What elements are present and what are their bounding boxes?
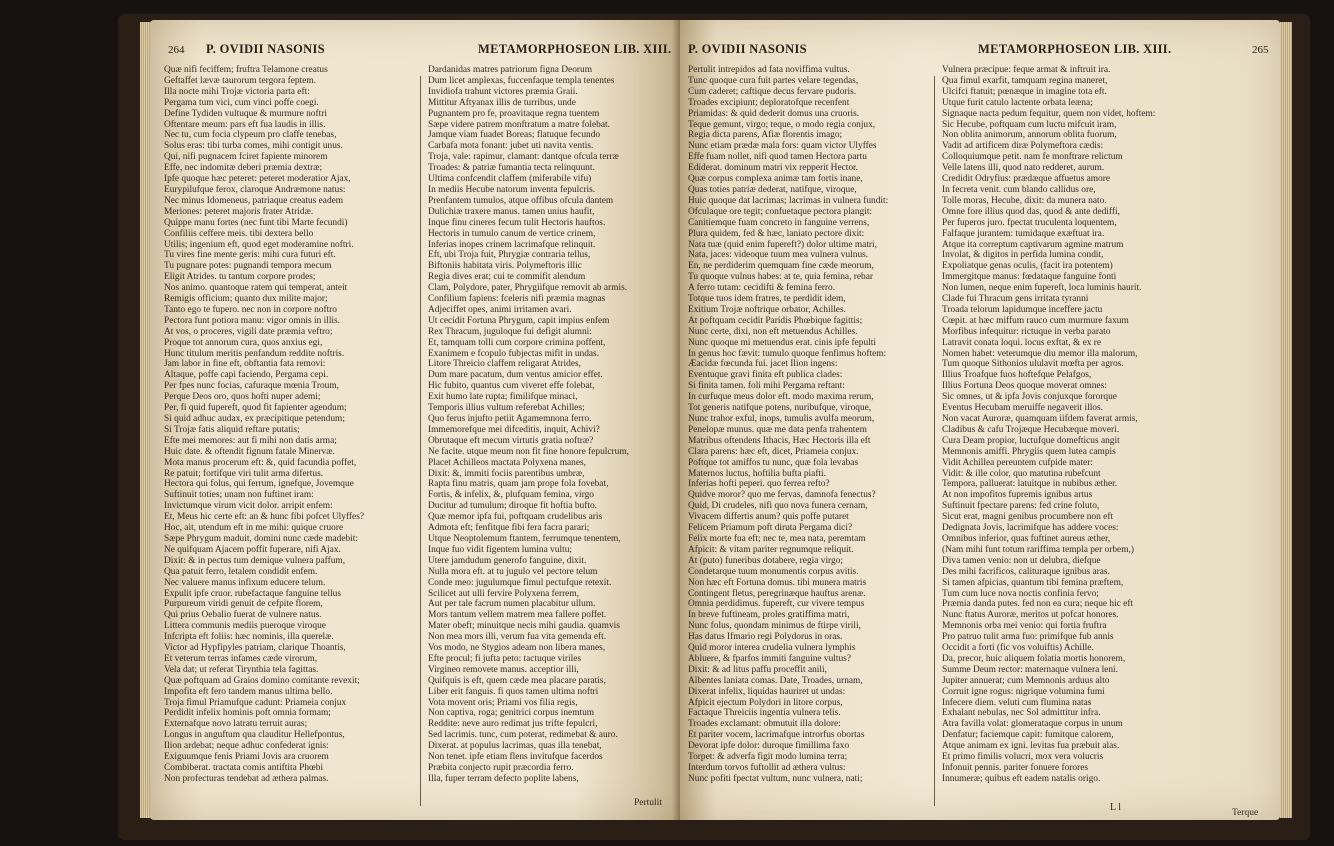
verse-line: Nec minus Idomeneus, patriaque creatus eadem bbox=[164, 195, 344, 206]
verse-line: Pugnantem pro fe, proavitaque regna tuentem bbox=[428, 108, 600, 119]
verse-line: Jam labor in fine eft, obftantia fata removi: bbox=[164, 359, 326, 370]
verse-line: Impofita eft fero tandem manus ultima bello. bbox=[164, 686, 333, 697]
verse-line: Si quid adhuc audax, ex præcipitique petendum; bbox=[164, 414, 345, 424]
verse-line: Remigis officium; quanto dux milite major; bbox=[164, 294, 328, 305]
verse-line: Per fpes nunc focias, cafuraque mœnia Troum, bbox=[164, 381, 339, 392]
verse-line: Canitiemque fuam concreto in fanguine verrens, bbox=[688, 217, 870, 228]
verse-line: Dulichiæ traxere manus. tamen unius haufit, bbox=[428, 206, 595, 217]
verse-line: Illa nocte mihi Trojæ victoria parta eft: bbox=[164, 86, 310, 97]
verse-line: Exhalant nebulas, nec Sol admittitur infra. bbox=[942, 708, 1101, 719]
verse-line: Reddite: neve auro redimat jus trifte fepulcri, bbox=[428, 719, 598, 730]
verse-line: Et veterum terras infames cæde virorum, bbox=[164, 653, 318, 664]
verse-column-1 bbox=[164, 65, 364, 785]
verse-line: Teque gemunt, virgo; teque, o modo regia conjux, bbox=[688, 119, 876, 130]
verse-line: Utilis; ingenium eft, quod eget moderamine noftri. bbox=[164, 239, 354, 250]
verse-line: Nunc pofiti fpectat vultum, nunc vulnera, nati; bbox=[688, 773, 863, 784]
catchword: Terque bbox=[1232, 808, 1259, 818]
verse-line: Si tamen afpicias, quantum tibi femina præftem, bbox=[942, 577, 1124, 588]
verse-line: Vadit ad artificem diræ Polymeftora cædis: bbox=[942, 141, 1104, 152]
verse-line: Proque tot annorum cura, quos anxius egi, bbox=[164, 337, 323, 348]
verse-line: Matribus oftendens Ithacis, Hæc Hectoris illa eft bbox=[688, 435, 871, 446]
verse-line: At (puto) funeribus dotabere, regia virgo; bbox=[688, 555, 843, 566]
page-number: 265 bbox=[1252, 44, 1269, 56]
verse-line: Vidit Achillea pereuntem cufpide mater: bbox=[942, 457, 1093, 468]
running-head-left: P. OVIDII NASONIS bbox=[688, 42, 807, 56]
verse-line: Troja, vale: rapimur, clamant: dantque ofcula terræ bbox=[428, 152, 619, 163]
verse-line: Cura Deam propior, luctufque domefticus angit bbox=[942, 435, 1120, 446]
verse-line: Denfatur; faciemque capit: fumitque calorem, bbox=[942, 730, 1114, 741]
verse-line: Quæ memor ipfa fui, poftquam crudelibus aris bbox=[428, 512, 603, 523]
verse-line: In breve fuftineam, proles gratiffima matri, bbox=[688, 610, 850, 621]
verse-line: Morfibus infequitur: rictuque in verba parato bbox=[942, 326, 1111, 337]
verse-line: Dixerat infelix, liquidas hauriret ut undas: bbox=[688, 686, 846, 697]
verse-line: Latravit conata loqui. locus exftat, & ex re bbox=[942, 337, 1102, 348]
verse-line: Ultima confcendit claffem (miferabile vifu) bbox=[428, 174, 592, 185]
verse-line: Inque fuo vidit figentem lumina vultu; bbox=[428, 544, 572, 555]
verse-line: Præmia danda putes. fed non ea cura; neque hic eft bbox=[942, 599, 1134, 610]
verse-line: Nec tu, cum focia clypeum pro claffe tenebas, bbox=[164, 130, 337, 141]
verse-line: Effe fuam nollet, nifi quod tamen Hectora partu bbox=[688, 152, 867, 163]
verse-line: Quæ nifi feciffem; fruftra Telamone creatus bbox=[164, 65, 328, 75]
verse-line: Quippe manu fortes (nec funt tibi Marte fecundi) bbox=[164, 217, 348, 228]
verse-line: In fecreta venit. cum blando callidus ore, bbox=[942, 184, 1096, 195]
verse-line: Si finita tamen. foli mihi Pergama reftant: bbox=[688, 381, 845, 392]
verse-line: Infecere diem. veluti cum flumina natas bbox=[942, 697, 1092, 708]
verse-line: Vos modo, ne Stygios adeam non libera manes, bbox=[428, 643, 606, 654]
verse-line: Summe Deum rector: maternaque vulnera leni. bbox=[942, 664, 1118, 675]
verse-line: Hoc, ait, utendum eft in me mihi: quique cruore bbox=[164, 523, 344, 534]
verse-line: Velle latens illi, quod nato redderet, aurum. bbox=[942, 163, 1105, 174]
right-page bbox=[680, 20, 1280, 820]
verse-line: Devorat ipfe dolor: duroque fimillima faxo bbox=[688, 741, 850, 752]
verse-line: Nomen habet: veterumque diu memor illa malorum, bbox=[942, 348, 1138, 359]
verse-line: (Nam mihi funt totum rariffima templa per orbem,) bbox=[942, 544, 1134, 555]
verse-line: Qua fimul exarfit, tamquam regina maneret, bbox=[942, 75, 1108, 86]
verse-line: Mittitur Aftyanax illis de turribus, unde bbox=[428, 97, 576, 108]
verse-line: Illa, fuper terram defecto poplite labens, bbox=[428, 773, 579, 784]
verse-line: Dixerat. at populus lacrimas, quas illa tenebat, bbox=[428, 741, 602, 752]
verse-line: Exanimem e fcopulo fubjectas mifit in undas. bbox=[428, 348, 600, 359]
verse-line: Qui prius Oebalio fuerat de vulnere natus. bbox=[164, 610, 322, 621]
verse-line: Fortis, & infelix, &, plufquam femina, virgo bbox=[428, 490, 594, 501]
verse-line: Cum caderet; caftique decus fervare pudoris. bbox=[688, 86, 857, 97]
verse-line: Dum licet amplexas, fuccenfaque templa tenentes bbox=[428, 75, 615, 86]
verse-line: Combiberat. tractata comis antiftita Phœbi bbox=[164, 763, 324, 773]
verse-line: Ofculaque ore tegit; confuetaque pectora plangit: bbox=[688, 206, 873, 217]
verse-line: Tanto ego te fupero. nec non in corpore noftro bbox=[164, 304, 337, 315]
verse-line: Scilicet aut ulli fervire Polyxena ferrem, bbox=[428, 588, 579, 599]
verse-line: Solus eras: tibi turba comes, mihi contigit unus. bbox=[164, 141, 343, 152]
verse-line: Dum mare pacatum, dum ventus amicior effet. bbox=[428, 370, 603, 381]
verse-line: Et pariter vocem, lacrimafque introrfus obortas bbox=[688, 730, 865, 741]
verse-line: Penelopæ munus. quæ me data penfa trahentem bbox=[688, 424, 867, 435]
verse-line: Conde meo: jugulumque fimul pectufque retexit. bbox=[428, 577, 612, 588]
verse-line: Dardanidas matres patriorum figna Deorum bbox=[428, 65, 593, 75]
verse-line: En, ne perdiderim quemquam fine cæde meorum, bbox=[688, 261, 874, 272]
verse-line: Cladibus & cafu Trojæque Hecubæque moveri. bbox=[942, 424, 1120, 435]
verse-line: Externafque novo latratu terruit auras; bbox=[164, 719, 308, 730]
verse-line: Utque furit catulo lactente orbata leæna; bbox=[942, 97, 1093, 108]
verse-line: Credidit Odryfius: prædæque affuetus amore bbox=[942, 174, 1111, 185]
verse-line: Quæ poftquam ad Graios domino comitante revexit; bbox=[164, 675, 360, 686]
verse-line: Inferias inopes crinem lacrimafque relinquit. bbox=[428, 239, 596, 250]
verse-line: Hic fubito, quantus cum viveret effe folebat, bbox=[428, 381, 595, 392]
verse-line: Des mihi facrificos, calituraque ignibus aras. bbox=[942, 566, 1110, 577]
verse-line: Expulit ipfe cruor. rubefactaque fanguine tellus bbox=[164, 588, 342, 599]
verse-line: Æacidæ fœcunda fui. jacet Ilion ingens: bbox=[688, 359, 838, 370]
verse-line: Qua patuit ferro, letalem condidit enfem. bbox=[164, 566, 318, 577]
verse-line: Dixit: &, immiti fociis parentibus umbræ, bbox=[428, 468, 585, 479]
running-head-left: P. OVIDII NASONIS bbox=[206, 42, 325, 56]
verse-line: Admota eft; fenfitque fibi fera facra parari; bbox=[428, 523, 590, 534]
verse-line: Pergama tum vici, cum vinci poffe coegi. bbox=[164, 97, 319, 108]
verse-line: Atque ita correptum captivarum agmine matrum bbox=[942, 239, 1124, 250]
verse-line: Nunc etiam prædæ mala fors: quam victor Ulyffes bbox=[688, 141, 877, 152]
verse-line: Infonuit pennis. pariter fonuere forores bbox=[942, 763, 1089, 773]
verse-column-1 bbox=[688, 65, 888, 785]
verse-line: Ducitur ad tumulum; diroque fit hoftia bufto. bbox=[428, 501, 597, 512]
verse-line: Contingent fletus, peregrinæque hauftus arenæ. bbox=[688, 588, 866, 599]
verse-line: Regia dicta parens, Afiæ florentis imago; bbox=[688, 130, 843, 141]
verse-line: Nos animo. quantoque ratem qui temperat, anteit bbox=[164, 283, 348, 294]
verse-line: Immergitque manus: fœdataque fanguine fonti bbox=[942, 272, 1117, 283]
verse-line: Dixit: & ad litus paffu proceffit anili, bbox=[688, 664, 827, 675]
verse-line: Omnibus inferior, quas fuftinet aureus æther, bbox=[942, 533, 1111, 544]
verse-line: Obrutaque eft mecum virtutis gratia noftræ? bbox=[428, 435, 594, 446]
verse-line: Ediderat. dominum matri vix repperit Hector. bbox=[688, 163, 859, 174]
verse-line: Et, tamquam tolli cum corpore crimina poffent, bbox=[428, 337, 606, 348]
verse-line: Occidit a forti (fic vos voluiftis) Achille. bbox=[942, 643, 1094, 654]
verse-line: Quo ferus injufto petiit Agamemnona ferro. bbox=[428, 414, 592, 424]
verse-line: Clara parens: hæc eft, dicet, Priameia conjux. bbox=[688, 446, 859, 457]
verse-line: Quid moror interea crudelia vulnera lymphis bbox=[688, 643, 856, 654]
verse-line: In mediis Hecube natorum inventa fepulcris. bbox=[428, 184, 596, 195]
verse-line: Priamidas: & quid dederit domus una cruoris. bbox=[688, 108, 860, 119]
signature-mark: L l bbox=[1110, 802, 1122, 813]
verse-line: Non tenet. ipfe etiam flens invitufque facerdos bbox=[428, 752, 603, 763]
verse-line: Atra favilla volat: glomerataque corpus in unum bbox=[942, 719, 1123, 730]
verse-line: Non hæc eft Fortuna domus. tibi munera matris bbox=[688, 577, 867, 588]
verse-line: Define Tydiden vultuque & murmure noftri bbox=[164, 108, 327, 119]
verse-line: Eventus Hecubam meruiffe negaverit illos. bbox=[942, 403, 1103, 414]
verse-line: Torpet: & adverfa figit modo lumina terra; bbox=[688, 752, 848, 763]
verse-line: Infcripta eft foliis: hæc nominis, illa querelæ. bbox=[164, 632, 334, 643]
verse-line: Afpicit: & vitam pariter regnumque reliquit. bbox=[688, 544, 854, 555]
verse-line: Si Trojæ fatis aliquid reftare putatis; bbox=[164, 424, 300, 435]
verse-line: Tu pugnare potes: pugnandi tempora mecum bbox=[164, 261, 332, 272]
verse-line: Innumeræ; quibus eft eadem natalis origo. bbox=[942, 773, 1101, 784]
verse-line: Sicut erat, magni genibus procumbere non eft bbox=[942, 512, 1114, 523]
verse-line: Non captiva, roga; genitrici corpus inemtum bbox=[428, 708, 595, 719]
verse-line: Memnonis orba mei venio: qui fortia fruftra bbox=[942, 621, 1107, 632]
verse-line: Pro patruo tulit arma fuo: primifque fub annis bbox=[942, 632, 1114, 643]
verse-line: Oftentare meum: pars eft fua laudis in illis. bbox=[164, 119, 326, 130]
verse-line: Non profecturas tendebat ad æthera palmas. bbox=[164, 773, 329, 784]
verse-line: Memnonis amiffi. Phrygiis quem lutea campis bbox=[942, 446, 1116, 457]
verse-line: Victor ad Hypfipyles patriam, clarique Thoantis, bbox=[164, 643, 346, 654]
verse-line: In genus hoc fævit: tumulo quoque fenfimus hoftem: bbox=[688, 348, 887, 359]
verse-line: Corruit igne rogus: nigrique volumina fumi bbox=[942, 686, 1105, 697]
verse-line: Ilion ardebat; neque adhuc confederat ignis: bbox=[164, 741, 329, 752]
verse-line: Tolle moras, Hecube, dixit: da munera nato. bbox=[942, 195, 1107, 206]
verse-line: Vota movent oris; Priami vos filia regis, bbox=[428, 697, 578, 708]
verse-line: Sæpe videre patrem monftratum a matre folebat. bbox=[428, 119, 610, 130]
verse-line: Hectora qui folus, qui ferrum, ignefque, Jovemque bbox=[164, 479, 354, 490]
verse-line: Involat, & digitos in perfida lumina condit, bbox=[942, 250, 1104, 261]
verse-line: Per fuperos juro. fpectat truculenta loquentem, bbox=[942, 217, 1117, 228]
verse-line: Nunc certe, dixi, non eft metuendus Achilles. bbox=[688, 326, 858, 337]
verse-line: Prenfantem tumulos, atque offibus ofcula dantem bbox=[428, 195, 614, 206]
verse-line: Non mea mors illi, verum fua vita gemenda eft. bbox=[428, 632, 607, 643]
verse-line: Longus in anguftum qua clauditur Hellefpontus, bbox=[164, 730, 345, 741]
verse-line: Expoliatque genas oculis, (facit ira potentem) bbox=[942, 261, 1113, 272]
verse-line: Carbafa mota fonant: jubet uti navita ventis. bbox=[428, 141, 594, 152]
verse-line: Nunc trahor exful, inops, tumulis avulfa meorum, bbox=[688, 414, 875, 424]
verse-line: Falfaque jurantem: tumidaque exæftuat ira. bbox=[942, 228, 1105, 239]
verse-line: Ipfe quoque hæc peteret: peteret moderatior Ajax, bbox=[164, 174, 351, 185]
verse-line: Mater obeft; minuitque necis mihi gaudia. quamvis bbox=[428, 621, 620, 632]
verse-line: Mors tantum vellem matrem mea fallere poffet. bbox=[428, 610, 607, 621]
catchword: Pertulit bbox=[634, 798, 662, 808]
verse-line: Virgineo removete manus. acceptior illi, bbox=[428, 664, 579, 675]
verse-line: Eurypilufque ferox, claroque Andræmone natus: bbox=[164, 184, 346, 195]
verse-line: Adjeciffet opes, animi irritamen avari. bbox=[428, 304, 572, 315]
verse-line: Interdum torvos fuftollit ad æthera vultus: bbox=[688, 763, 846, 773]
verse-line: Quid, Di crudeles, nifi quo nova funera cernam, bbox=[688, 501, 868, 512]
verse-line: Nata, jaces: videoque tuum mea vulnera vulnus. bbox=[688, 250, 869, 261]
verse-line: Invidiofa trahunt victores præmia Graii. bbox=[428, 86, 578, 97]
verse-line: Effe, nec indomitæ deberi præmia dextræ; bbox=[164, 163, 323, 174]
verse-line: Re patuit; fortifque viri tulit arma difertus. bbox=[164, 468, 324, 479]
verse-line: Tempora, palluerat: latuitque in nubibus æther. bbox=[942, 479, 1118, 490]
verse-line: Inque finu cineres fecum tulit Hectoris hauftos. bbox=[428, 217, 606, 228]
verse-line: Ut cecidit Fortuna Phrygum, capit impius enfem bbox=[428, 315, 610, 326]
verse-line: Vivacem differtis anum? quis poffe putaret bbox=[688, 512, 849, 523]
verse-line: Rex Thracum, juguloque fui defigit alumni: bbox=[428, 326, 592, 337]
verse-line: Afpicit ejectum Polydori in litore corpus, bbox=[688, 697, 843, 708]
running-head-right: METAMORPHOSEON LIB. XIII. bbox=[478, 42, 672, 56]
verse-line: Geftaffet lævæ taurorum tergora feptem. bbox=[164, 75, 316, 86]
verse-line: Maternos luctus, hoftilia bufta piafti. bbox=[688, 468, 826, 479]
verse-line: Tum cum luce nova noctis confinia fervo; bbox=[942, 588, 1099, 599]
verse-line: Invictumque virum vicit dolor. arripit enfem: bbox=[164, 501, 333, 512]
verse-line: Omnia perdidimus. fupereft, cur vivere tempus bbox=[688, 599, 865, 610]
verse-line: Et, Meus hic certe eft: an & hunc fibi pofcet Ulyffes? bbox=[164, 512, 365, 523]
verse-line: Pertulit intrepidos ad fata noviffima vultus. bbox=[688, 65, 850, 75]
verse-line: Dixit: & in pectus tum demique vulnera paffum, bbox=[164, 555, 346, 566]
verse-line: Ne facite. utque meum non fit fine honore fepulcrum, bbox=[428, 446, 629, 457]
verse-line: Exiguumque fenis Priami Jovis ara cruorem bbox=[164, 752, 329, 763]
verse-line: A ferro tutam: cecidifti & femina ferro. bbox=[688, 283, 836, 294]
verse-line: Troades: & patriæ fumantia tecta relinquunt. bbox=[428, 163, 595, 174]
verse-line: Immemorefque mei difceditis, inquit, Achivi? bbox=[428, 424, 600, 435]
verse-line: Pectora funt potiora manu: vigor omnis in illis. bbox=[164, 315, 341, 326]
verse-line: Nunc folus, quondam minimus de ftirpe virili, bbox=[688, 621, 861, 632]
verse-line: Perque Deos oro, quos hofti nuper ademi; bbox=[164, 392, 321, 403]
verse-line: Troades exclamant: obmutuit illa dolore: bbox=[688, 719, 841, 730]
verse-line: Troades excipiunt; deploratofque recenfent bbox=[688, 97, 850, 108]
verse-line: Non vacat Auroræ, quamquam iifdem faverat armis, bbox=[942, 414, 1138, 424]
verse-line: Felicem Priamum poft diruta Pergama dici? bbox=[688, 523, 853, 534]
verse-line: Plura quidem, fed & hæc, laniato pectore dixit: bbox=[688, 228, 865, 239]
page-edges-right bbox=[1280, 22, 1292, 818]
verse-line: Tot generis natifque potens, nuribufque, viroque, bbox=[688, 403, 872, 414]
verse-line: Per, fi quid fupereft, quod fit fapienter agendum; bbox=[164, 403, 347, 414]
verse-line: Inferias hofti peperi. quo ferrea refto? bbox=[688, 479, 830, 490]
left-page bbox=[150, 20, 680, 820]
verse-line: Quæ corpus complexa animæ tam fortis inane, bbox=[688, 174, 863, 185]
verse-line: Qui, nifi pugnacem fciret fapiente minorem bbox=[164, 152, 328, 163]
verse-line: Litore Threicio claffem religarat Atrides, bbox=[428, 359, 581, 370]
verse-line: Vela dat; ut referat Tirynthia tela fagittas. bbox=[164, 664, 319, 675]
verse-line: At non impofitos fupremis ignibus artus bbox=[942, 490, 1093, 501]
verse-line: Clam, Polydore, pater, Phrygiifque removit ab armis. bbox=[428, 283, 628, 294]
verse-line: Jamque viam fuadet Boreas; flatuque fecundo bbox=[428, 130, 601, 141]
verse-line: Sic omnes, ut & ipfa Jovis conjuxque fororque bbox=[942, 392, 1117, 403]
verse-line: Non lumen, neque enim fupereft, loca luminis haurit. bbox=[942, 283, 1142, 294]
verse-line: Liber erit fanguis. fi quos tamen ultima noftri bbox=[428, 686, 599, 697]
verse-line: Temporis illius vultum referebat Achilles; bbox=[428, 403, 585, 414]
verse-line: Altaque, poffe capi faciendo, Pergama cepi. bbox=[164, 370, 329, 381]
verse-line: Purpureum viridi genuit de cefpite florem, bbox=[164, 599, 323, 610]
verse-line: Felix morte fua eft; nec te, mea nata, peremtam bbox=[688, 533, 866, 544]
verse-line: Quas toties patriæ dederat, natifque, viroque, bbox=[688, 184, 857, 195]
verse-line: Aut per tale facrum numen placabitur ullum. bbox=[428, 599, 596, 610]
verse-line: Præbita conjecto rupit præcordia ferro. bbox=[428, 763, 574, 773]
verse-line: Ne quifquam Ajacem poffit fuperare, nifi Ajax. bbox=[164, 544, 341, 555]
verse-column-2 bbox=[942, 65, 1155, 785]
verse-line: Mota manus procerum eft: &, quid facundia poffet, bbox=[164, 457, 357, 468]
verse-line: Quifquis is eft, quem cæde mea placare paratis, bbox=[428, 675, 606, 686]
verse-line: Regia dives erat; cui te commifit alendum bbox=[428, 272, 586, 283]
verse-line: At poftquam cecidit Paridis Phœbique fagittis; bbox=[688, 315, 863, 326]
verse-line: Rapta finu matris, quam jam prope fola fovebat, bbox=[428, 479, 609, 490]
verse-line: Clade fui Thracum gens irritata tyranni bbox=[942, 294, 1089, 305]
verse-line: Nulla mora eft. at tu jugulo vel pectore telum bbox=[428, 566, 598, 577]
verse-line: Nunc quoque mi metuendus erat. cinis ipfe fepulti bbox=[688, 337, 876, 348]
verse-line: Meriones: peteret majoris frater Atridæ. bbox=[164, 206, 314, 217]
verse-line: Non oblita animorum, annorum oblita fuorum, bbox=[942, 130, 1117, 141]
verse-line: Huic quoque dat lacrimas; lacrimas in vulnera fundit: bbox=[688, 195, 889, 206]
verse-line: Tu vires fine mente geris: mihi cura futuri eft. bbox=[164, 250, 336, 261]
verse-line: Exitium Trojæ noftrique orbator, Achilles. bbox=[688, 304, 846, 315]
verse-line: Atque animam ex igni. levitas fua præbuit alas. bbox=[942, 741, 1120, 752]
verse-line: Factaque Threiciis ingentia vulnera telis. bbox=[688, 708, 841, 719]
verse-line: Suftinuit fpectare parens: fed crine foluto, bbox=[942, 501, 1100, 512]
verse-line: Eventuque gravi finita eft publica clades: bbox=[688, 370, 843, 381]
verse-line: Littera communis mediis pueroque viroque bbox=[164, 621, 326, 632]
verse-line: Illius Fortuna Deos quoque moverat omnes: bbox=[942, 381, 1107, 392]
verse-line: Placet Achilleos mactata Polyxena manes, bbox=[428, 457, 587, 468]
verse-line: Jupiter annuerat; cum Memnonis arduus alto bbox=[942, 675, 1110, 686]
verse-line: In curfuque meus dolor eft. modo maxima rerum, bbox=[688, 392, 874, 403]
verse-line: Eligit Atrides. tu tantum corpore prodes; bbox=[164, 272, 316, 283]
verse-line: Exit humo late rupta; fimilifque minaci, bbox=[428, 392, 578, 403]
verse-line: Poftque tot amiffos tu nunc, quæ fola levabas bbox=[688, 457, 859, 468]
verse-line: Abluere, & fparfos immiti fanguine vultus? bbox=[688, 653, 851, 664]
verse-line: Da, precor, huic aliquem folatia mortis honorem, bbox=[942, 653, 1126, 664]
verse-line: Efte procul; fi jufta peto: tactuque viriles bbox=[428, 653, 582, 664]
verse-line: Ulcifci ftatuit; pœnæque in imagine tota eft. bbox=[942, 86, 1107, 97]
verse-line: Perdidit infelix hominis poft omnia formam; bbox=[164, 708, 331, 719]
verse-line: Tum quoque Sithonios ululavit mœfta per agros. bbox=[942, 359, 1124, 370]
verse-line: Eft, ubi Troja fuit, Phrygiæ contraria tellus, bbox=[428, 250, 591, 261]
verse-line: Hunc titulum meritis penfandum reddite noftris. bbox=[164, 348, 345, 359]
verse-line: Utque Neoptolemum ftantem, ferrumque tenentem, bbox=[428, 533, 621, 544]
verse-line: Illius Troafque fuos hoftefque Pelafgos, bbox=[942, 370, 1092, 381]
verse-line: Tunc quoque cura fuit partes velare tegendas, bbox=[688, 75, 859, 86]
verse-line: Diva tamen venio: non ut delubra, diefque bbox=[942, 555, 1101, 566]
verse-line: Hectoris in tumulo canum de vertice crinem, bbox=[428, 228, 596, 239]
verse-line: Troja fimul Priamufque cadunt: Priameia conjux bbox=[164, 697, 347, 708]
verse-line: Dedignata Jovis, lacrimifque has addere voces: bbox=[942, 523, 1119, 534]
verse-line: Colloquiumque petit. nam fe monftrare relictum bbox=[942, 152, 1123, 163]
verse-line: Vidit: & ille color, quo matutina rubefcunt bbox=[942, 468, 1101, 479]
column-rule bbox=[420, 76, 421, 806]
verse-line: Albentes laniata comas. Date, Troades, urnam, bbox=[688, 675, 863, 686]
verse-line: Sic Hecube, poftquam cum luctu mifcuit iram, bbox=[942, 119, 1117, 130]
verse-line: Et primo fimilis volucri, mox vera volucris bbox=[942, 752, 1104, 763]
verse-line: Cœpit. at hæc miffum rauco cum murmure faxum bbox=[942, 315, 1129, 326]
page-number: 264 bbox=[168, 44, 185, 56]
verse-line: Signaque nacta pedum fequitur, quem non videt, hoftem: bbox=[942, 108, 1156, 119]
verse-line: Nec valuere manus infixum educere telum. bbox=[164, 577, 326, 588]
verse-line: Sed lacrimis. tunc, cum poterat, redimebat & auro. bbox=[428, 730, 618, 741]
verse-line: Omne fore illius quod das, quod & ante dediffi, bbox=[942, 206, 1120, 217]
verse-line: Totque tuos idem fratres, te perdidit idem, bbox=[688, 294, 846, 305]
column-rule bbox=[934, 76, 935, 806]
verse-line: Troada telorum lapidumque inceffere jactu bbox=[942, 304, 1103, 315]
verse-line: Tu quoque vulnus habes: at te, quia femina, rebar bbox=[688, 272, 874, 283]
verse-line: Confiliis ceffere meis. tibi dextera bello bbox=[164, 228, 314, 239]
verse-line: Nunc ftatus Auroræ, meritos ut pofcat honores. bbox=[942, 610, 1119, 621]
verse-line: Suftinuit toties; unam non fuftinet iram: bbox=[164, 490, 314, 501]
verse-line: Quidve moror? quo me fervas, damnofa fenectus? bbox=[688, 490, 876, 501]
verse-line: Condetarque tuum monumentis corpus avitis. bbox=[688, 566, 859, 577]
verse-line: Nata tuæ (quid enim fupereft?) dolor ultime matri, bbox=[688, 239, 878, 250]
verse-line: At vos, o proceres, vigili date præmia veftro; bbox=[164, 326, 333, 337]
verse-line: Vulnera præcipue: feque armat & inftruit ira. bbox=[942, 65, 1111, 75]
verse-line: Utere jamdudum generofo fanguine, dixit. bbox=[428, 555, 587, 566]
verse-line: Has datus Ifmario regi Polydorus in oras. bbox=[688, 632, 843, 643]
verse-line: Efte mei memores: aut fi mihi non datis arma; bbox=[164, 435, 337, 446]
verse-line: Confilium fapiens: fceleris nifi præmia magnas bbox=[428, 294, 606, 305]
verse-line: Biftoniis habitata viris. Polymeftoris illic bbox=[428, 261, 582, 272]
verse-line: Sæpe Phrygum maduit, domini nunc cæde madebit: bbox=[164, 533, 358, 544]
verse-column-2 bbox=[428, 65, 629, 785]
verse-line: Huic date. & oftendit fignum fatale Minervæ. bbox=[164, 446, 335, 457]
running-head-right: METAMORPHOSEON LIB. XIII. bbox=[978, 42, 1172, 56]
